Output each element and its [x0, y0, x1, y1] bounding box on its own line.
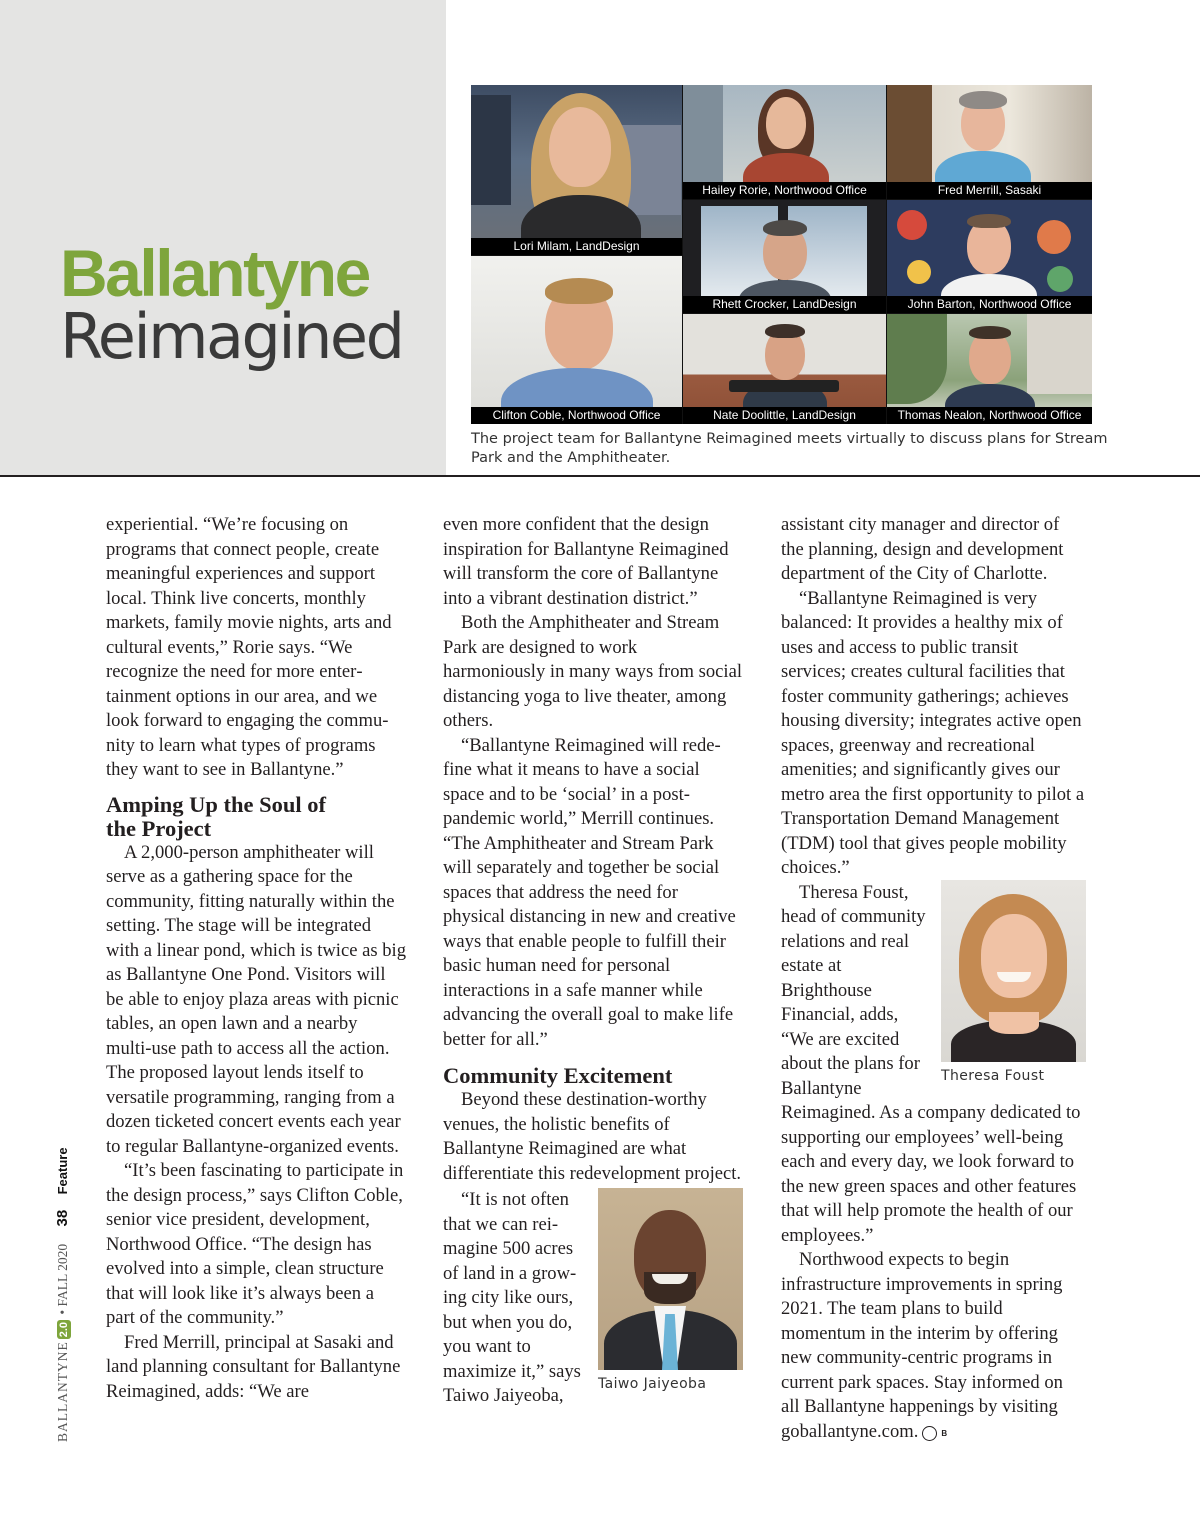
paragraph: experiential. “We’re focusing on programs that connect people, create meaningful experiences and support local. Think live concerts, monthly markets, family movie nights, arts and cultural events,” Rorie says. “We recognize the need for more entertainment options in our area, and we look forward to engaging the community to learn what types of programs they want to see in Ballantyne.” — [106, 514, 392, 780]
participant-label: Nate Doolittle, LandDesign — [683, 407, 886, 424]
article-column-3 — [781, 513, 1086, 1444]
portrait-taiwo-jaiyeoba — [598, 1188, 743, 1394]
article-column-1 — [106, 513, 406, 1404]
paragraph: Theresa Foust, head of community relations and real estate at Brighthouse Financial, adds, “We are excited about the plans for Ballantyne Reimagined. As a company dedicated to supporting our employees’ well-being each and every day, we look forward to the new green spaces and other features that will help promote the health of our employees.” — [781, 881, 1081, 1246]
video-tile-john-barton — [887, 200, 1092, 313]
title-line-2: Reimagined — [60, 300, 403, 373]
portrait-image — [598, 1188, 743, 1370]
participant-label: Lori Milam, LandDesign — [471, 238, 682, 255]
paragraph: Fred Merrill, principal at Sasaki and land planning consultant for Ballantyne Reimagined, adds: “We are — [106, 1331, 401, 1402]
section-heading: Amping Up the Soul of the Project — [106, 791, 327, 841]
participant-label: Fred Merrill, Sasaki — [887, 182, 1092, 199]
participant-label: John Barton, Northwood Office — [887, 296, 1092, 313]
photo-caption: The project team for Ballantyne Reimagined meets virtually to discuss plans for Stream Park and the Amphitheater. — [471, 431, 1108, 466]
paragraph-text: Northwood expects to begin infrastructure improvements in spring 2021. The team plans to build momentum in the interim by offering new community-centric programs in current park spaces. Stay informed on all Ballantyne happenings by visiting goballantyne.com. — [781, 1249, 1063, 1442]
portrait-caption: Theresa Foust — [941, 1067, 1045, 1084]
title-panel — [0, 0, 446, 476]
participant-label: Hailey Rorie, Northwood Office — [683, 182, 886, 199]
paragraph: Both the Amphitheater and Stream Park are designed to work harmoniously in many ways from social distancing yoga to live theater, among others. — [443, 612, 742, 731]
video-tile-nate-doolittle — [683, 314, 886, 424]
paragraph: assistant city manager and director of the planning, design and development department of the City of Charlotte. — [781, 514, 1064, 584]
magazine-name: BALLANTYNE — [55, 1341, 70, 1442]
participant-label: Clifton Coble, Northwood Office — [471, 407, 682, 424]
section-heading: Community Excitement — [443, 1063, 673, 1088]
folio-separator: • — [55, 1306, 70, 1315]
participant-label: Rhett Crocker, LandDesign — [683, 296, 886, 313]
portrait-caption: Taiwo Jaiyeoba — [598, 1376, 707, 1392]
paragraph: Beyond these destination-worthy venues, the holistic benefits of Ballantyne Reimagined are what differentiate this redevelopment project. — [443, 1089, 742, 1184]
end-mark-icon: B — [922, 1426, 937, 1441]
paragraph — [781, 1248, 1086, 1444]
paragraph: “It is not often that we can reimagine 500 acres of land in a growing city like ours, but when you do, you want to maximize it,” says Taiwo Jaiyeoba, — [443, 1189, 581, 1406]
page-folio — [50, 1140, 76, 1440]
video-call-grid — [471, 85, 1092, 424]
video-tile-hailey-rorie — [683, 85, 886, 199]
video-tile-rhett-crocker — [683, 200, 886, 313]
video-tile-lori-milam — [471, 85, 682, 255]
paragraph: “It’s been fascinating to participate in the design process,” says Clifton Coble, senior vice president, development, Northwood Office. “The design has evolved into a simple, clean structure that will look like it’s always been a part of the community.” — [106, 1160, 404, 1328]
paragraph: “Ballantyne Reimagined will redefine what it means to have a social space and to be ‘social’ in a post-pandemic world,” Merrill continues. “The Amphitheater and Stream Park will separately and together be social spaces that address the need for physical distancing in new and creative ways that enable people to fulfill their basic human need for personal interactions in a safe manner while advancing the overall goal to make life better for all.” — [443, 734, 736, 1050]
video-tile-clifton-coble — [471, 256, 682, 424]
article-column-2 — [443, 513, 743, 1409]
video-tile-thomas-nealon — [887, 314, 1092, 424]
paragraph: “Ballantyne Reimagined is very balanced: It provides a healthy mix of uses and access to public transit services; creates cultural facilities that foster community gatherings; achieves housing diversity; integrates active open spaces, greenway and recreational amenities; and significantly gives our metro area the first opportunity to pilot a Transportation Demand Management (TDM) tool that gives people mobility choices.” — [781, 587, 1085, 878]
page-number: 38 — [54, 1209, 71, 1227]
issue-date: FALL 2020 — [55, 1243, 70, 1307]
portrait-theresa-foust — [941, 880, 1086, 1086]
section-name: Feature — [55, 1147, 70, 1195]
magazine-logo: 2.0 — [58, 1321, 70, 1338]
header-divider — [0, 475, 1200, 477]
portrait-image — [941, 880, 1086, 1062]
video-tile-fred-merrill — [887, 85, 1092, 199]
participant-label: Thomas Nealon, Northwood Office — [887, 407, 1092, 424]
title-line-1: Ballantyne — [60, 236, 369, 310]
paragraph: A 2,000-person amphitheater will serve as a gathering space for the community, fitting naturally within the setting. The stage will be integrated with a linear pond, which is twice as big as Ballantyne One Pond. Visitors will be able to enjoy plaza areas with picnic tables, an open lawn and a nearby multi-use path to access all the action. The proposed layout lends itself to versatile programming, ranging from a dozen ticketed concert events each year to regular Ballantyne-organized events. — [106, 841, 407, 1157]
paragraph: even more confident that the design inspiration for Ballantyne Reimagined will transform the core of Ballantyne into a vibrant destination district.” — [443, 514, 729, 609]
